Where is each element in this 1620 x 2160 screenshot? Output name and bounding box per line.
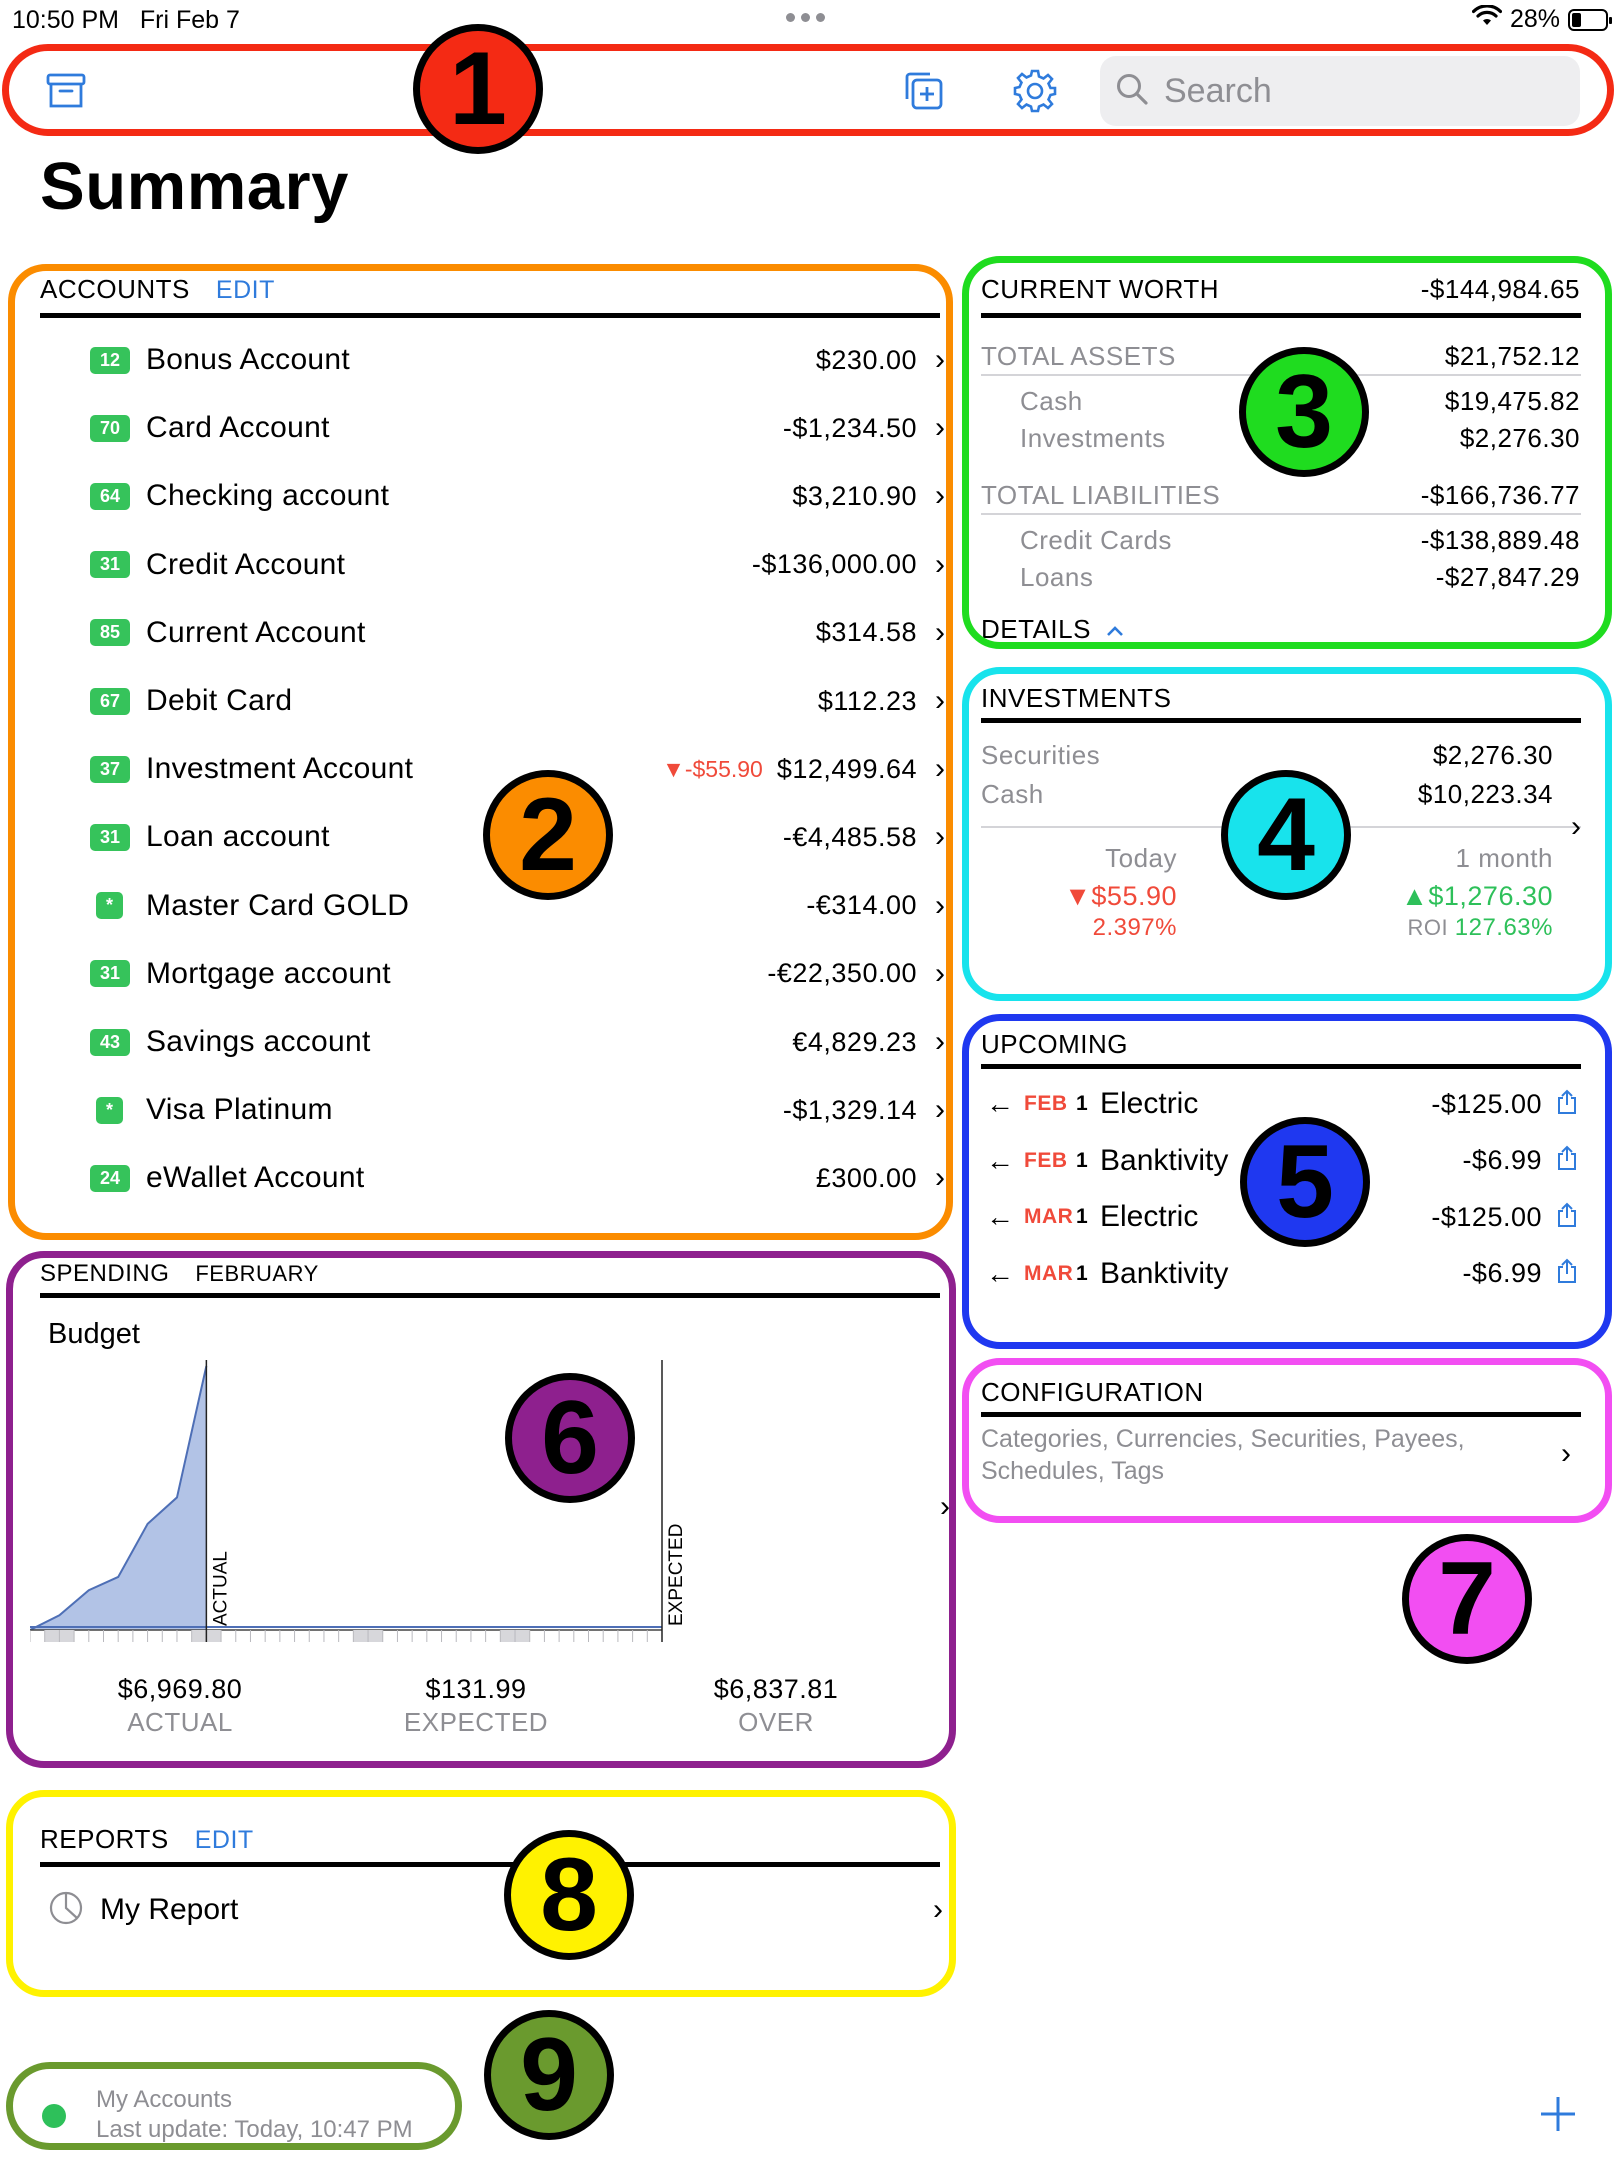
status-dot-icon (42, 2104, 66, 2128)
account-row[interactable] (90, 536, 945, 594)
accounts-divider (40, 313, 940, 318)
upcoming-month: MAR (1024, 1205, 1074, 1228)
spending-header (40, 1260, 319, 1288)
today-percent: 2.397% (1092, 914, 1177, 941)
account-badge: 31 (90, 551, 130, 578)
account-balance: $314.58 (815, 617, 917, 648)
expected-marker-label: EXPECTED (666, 1523, 687, 1626)
details-toggle[interactable] (981, 614, 1125, 645)
upcoming-amount: -$6.99 (1462, 1258, 1542, 1288)
worth-total: -$144,984.65 (1420, 274, 1580, 304)
reports-edit-button[interactable]: EDIT (194, 1826, 254, 1854)
roi-row (1281, 914, 1553, 942)
annotation-badge-9: 9 (484, 2010, 614, 2140)
multitasking-dots[interactable] (786, 13, 825, 22)
account-name: Checking account (146, 479, 390, 513)
inv-cash-label: Cash (981, 779, 1044, 809)
share-icon[interactable] (1556, 1089, 1580, 1120)
account-row[interactable] (90, 604, 945, 662)
configuration-line-2: Schedules, Tags (981, 1457, 1164, 1485)
loans-value: -$27,847.29 (1435, 562, 1580, 592)
assets-label: TOTAL ASSETS (981, 341, 1176, 371)
investments-label: Investments (1020, 423, 1166, 453)
account-badge: 85 (90, 619, 130, 646)
budget-chart-svg (30, 1360, 950, 1660)
securities-value: $2,276.30 (1432, 740, 1553, 770)
account-balance: £300.00 (815, 1162, 917, 1193)
account-name: Bonus Account (146, 343, 351, 376)
account-badge: 67 (90, 688, 130, 715)
upcoming-payee: Banktivity (1100, 1256, 1229, 1290)
annotation-badge-5: 5 (1240, 1117, 1370, 1247)
chevron-right-icon: › (935, 547, 945, 581)
status-date: Fri Feb 7 (139, 6, 240, 34)
upcoming-payee: Banktivity (1100, 1143, 1229, 1177)
account-name: Savings account (146, 1025, 371, 1058)
chevron-right-icon: › (935, 615, 945, 649)
search-input[interactable] (1164, 72, 1544, 111)
last-update: Last update: Today, 10:47 PM (96, 2116, 413, 2143)
upcoming-amount: -$125.00 (1431, 1088, 1542, 1119)
actual-value: $6,969.80 (117, 1674, 243, 1704)
account-balance: $230.00 (815, 344, 917, 375)
arrow-left-icon: ← (986, 1144, 1014, 1176)
annotation-badge-3: 3 (1239, 347, 1369, 477)
chevron-right-icon: › (935, 684, 945, 717)
cash-label: Cash (1020, 386, 1083, 416)
today-label: Today (1105, 843, 1177, 873)
loans-label: Loans (1020, 562, 1094, 592)
upcoming-month: FEB (1024, 1148, 1068, 1172)
account-name: Investment Account (146, 752, 414, 786)
spending-area (30, 1366, 206, 1630)
upcoming-header: UPCOMING (981, 1029, 1128, 1059)
investments-divider (981, 718, 1581, 723)
upcoming-divider (981, 1064, 1581, 1069)
document-name: My Accounts (96, 2086, 233, 2113)
chevron-right-icon: › (935, 752, 945, 786)
chevron-right-icon: › (1571, 810, 1581, 843)
upcoming-payee: Electric (1100, 1087, 1199, 1120)
account-balance: $12,499.64 (776, 753, 917, 784)
chevron-right-icon: › (935, 1025, 945, 1058)
worth-header: CURRENT WORTH (981, 274, 1220, 304)
chevron-right-icon: › (935, 411, 945, 445)
account-change: ▼-$55.90 (662, 755, 763, 782)
liabilities-value: -$166,736.77 (1420, 480, 1580, 510)
expected-label: EXPECTED (403, 1707, 549, 1737)
top-toolbar (0, 44, 1620, 139)
upcoming-day: 1 (1076, 1205, 1088, 1228)
chevron-right-icon: › (935, 479, 945, 513)
add-icon[interactable] (1528, 2084, 1588, 2144)
upcoming-day: 1 (1076, 1148, 1088, 1172)
sync-status[interactable] (14, 2070, 454, 2150)
investments-header: INVESTMENTS (981, 683, 1172, 713)
over-value: $6,837.81 (713, 1674, 839, 1704)
cash-value: $19,475.82 (1444, 386, 1580, 416)
account-balance: -$1,329.14 (782, 1094, 917, 1125)
annotation-badge-8: 8 (504, 1830, 634, 1960)
account-row[interactable] (90, 945, 945, 1003)
chevron-right-icon: › (940, 1490, 950, 1523)
chevron-right-icon: › (935, 956, 945, 990)
account-row[interactable] (90, 1081, 945, 1139)
wifi-icon (1472, 5, 1502, 34)
search-field[interactable] (1100, 56, 1580, 126)
account-name: eWallet Account (146, 1161, 365, 1195)
upcoming-day: 1 (1076, 1261, 1088, 1285)
account-badge: 12 (90, 347, 130, 374)
page-title: Summary (40, 149, 349, 224)
account-name: Debit Card (146, 684, 293, 717)
upcoming-day: 1 (1076, 1092, 1088, 1115)
arrow-left-icon: ← (986, 1257, 1014, 1289)
pie-chart-icon (48, 1890, 100, 1931)
annotation-badge-6: 6 (505, 1373, 635, 1503)
account-row[interactable] (90, 467, 945, 525)
actual-marker-label: ACTUAL (210, 1551, 232, 1626)
archive-icon[interactable] (36, 61, 96, 121)
actual-label: ACTUAL (127, 1707, 233, 1737)
chevron-right-icon: › (935, 1161, 945, 1195)
account-row[interactable] (90, 1149, 945, 1207)
account-badge: 31 (90, 960, 130, 987)
today-change: ▼$55.90 (1064, 881, 1177, 911)
share-icon[interactable] (1556, 1258, 1580, 1289)
annotation-badge-7: 7 (1402, 1534, 1532, 1664)
account-name: Mortgage account (146, 956, 391, 990)
annotation-badge-1: 1 (413, 24, 543, 154)
configuration-line-1: Categories, Currencies, Securities, Payees, (981, 1425, 1465, 1453)
account-name: Card Account (146, 411, 330, 445)
status-bar (0, 0, 1620, 44)
upcoming-month: MAR (1024, 1261, 1074, 1285)
accounts-edit-button[interactable]: EDIT (215, 276, 275, 304)
reports-title: REPORTS (40, 1824, 169, 1854)
chevron-up-icon (1105, 614, 1125, 645)
arrow-left-icon: ← (986, 1088, 1014, 1119)
account-badge: 24 (90, 1165, 130, 1192)
accounts-title: ACCOUNTS (40, 274, 190, 304)
account-row[interactable] (90, 331, 945, 389)
share-icon[interactable] (1556, 1202, 1580, 1233)
account-name: Loan account (146, 820, 330, 854)
account-name: Credit Account (146, 547, 346, 581)
spending-title: SPENDING (40, 1260, 170, 1287)
chevron-right-icon: › (935, 820, 945, 854)
account-badge: 37 (90, 756, 130, 783)
reports-header (40, 1824, 254, 1855)
account-badge: 70 (90, 415, 130, 442)
roi-value: 127.63% (1454, 914, 1553, 941)
report-name: My Report (100, 1893, 239, 1926)
annotation-badge-4: 4 (1221, 770, 1351, 900)
chevron-right-icon: › (935, 343, 945, 376)
configuration-header: CONFIGURATION (981, 1377, 1204, 1407)
details-label: DETAILS (981, 614, 1091, 644)
chevron-right-icon: › (935, 1093, 945, 1127)
chevron-right-icon: › (1561, 1437, 1571, 1470)
month-label: 1 month (1455, 843, 1553, 873)
search-icon (1114, 71, 1150, 112)
account-balance: -€314.00 (806, 890, 917, 921)
status-indicators (1472, 5, 1608, 34)
account-badge: * (96, 892, 123, 919)
account-balance: $3,210.90 (792, 480, 917, 511)
chevron-right-icon: › (935, 888, 945, 922)
account-row[interactable] (90, 1013, 945, 1071)
account-balance: $112.23 (817, 685, 917, 716)
share-icon[interactable] (1556, 1145, 1580, 1176)
account-badge: 43 (90, 1029, 130, 1056)
budget-chart[interactable] (30, 1360, 950, 1660)
accounts-header (40, 274, 275, 305)
month-change: ▲$1,276.30 (1401, 881, 1553, 911)
account-name: Current Account (146, 615, 366, 649)
upcoming-amount: -$125.00 (1431, 1201, 1542, 1232)
account-name: Master Card GOLD (146, 888, 410, 922)
status-time-date (12, 6, 240, 35)
gear-icon[interactable] (1005, 61, 1065, 121)
liabilities-divider (981, 513, 1581, 515)
upcoming-row[interactable] (986, 1246, 1580, 1302)
account-balance: -$136,000.00 (751, 549, 917, 580)
duplicate-icon[interactable] (892, 61, 952, 121)
account-badge: 64 (90, 483, 130, 510)
over-label: OVER (738, 1707, 814, 1737)
account-balance: €4,829.23 (792, 1026, 917, 1057)
battery-icon (1568, 9, 1608, 31)
upcoming-month: FEB (1024, 1092, 1068, 1115)
credit-cards-value: -$138,889.48 (1420, 525, 1580, 555)
reports-divider (40, 1862, 940, 1867)
securities-label: Securities (981, 740, 1101, 770)
upcoming-amount: -$6.99 (1462, 1145, 1542, 1175)
account-row[interactable] (90, 399, 945, 457)
assets-value: $21,752.12 (1444, 341, 1580, 371)
configuration-row[interactable] (981, 1425, 1581, 1493)
liabilities-label: TOTAL LIABILITIES (981, 480, 1221, 510)
account-badge: 31 (90, 824, 130, 851)
annotation-badge-2: 2 (483, 770, 613, 900)
account-name: Visa Platinum (146, 1093, 333, 1127)
credit-cards-label: Credit Cards (1020, 525, 1172, 555)
account-badge: * (96, 1097, 123, 1124)
spending-divider (40, 1293, 940, 1298)
configuration-divider (981, 1412, 1581, 1417)
account-balance: -€22,350.00 (767, 958, 917, 989)
spending-period: FEBRUARY (195, 1261, 319, 1286)
inv-cash-value: $10,223.34 (1417, 779, 1553, 809)
battery-percent: 28% (1509, 5, 1560, 33)
expected-value: $131.99 (425, 1674, 527, 1704)
arrow-left-icon: ← (986, 1201, 1014, 1232)
status-time: 10:50 PM (12, 6, 120, 34)
budget-label: Budget (48, 1318, 140, 1350)
chevron-right-icon: › (933, 1893, 943, 1926)
upcoming-payee: Electric (1100, 1200, 1199, 1233)
account-balance: -€4,485.58 (782, 821, 917, 852)
account-row[interactable] (90, 672, 945, 730)
report-row[interactable] (48, 1880, 943, 1940)
account-balance: -$1,234.50 (782, 412, 917, 443)
investments-value: $2,276.30 (1459, 423, 1580, 453)
worth-divider (981, 313, 1581, 318)
roi-label: ROI (1407, 915, 1449, 940)
